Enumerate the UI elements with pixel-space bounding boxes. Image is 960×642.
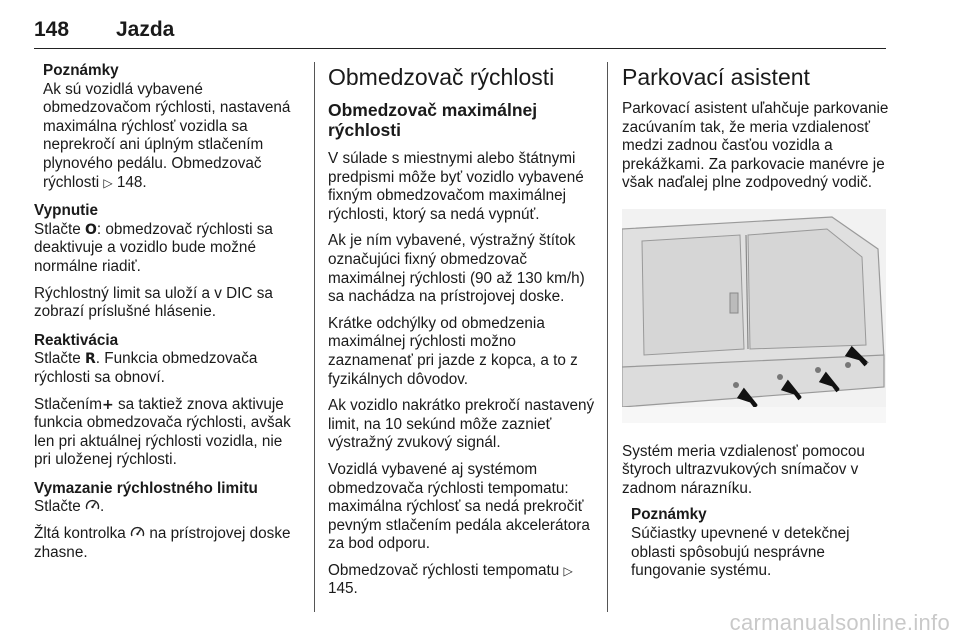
paragraph: Obmedzovač rýchlosti tempomatu ▷ 145. (328, 561, 573, 598)
speedometer-limit-icon (130, 525, 145, 539)
page-header (34, 16, 886, 49)
column-divider (607, 62, 608, 612)
page-section-title: Jazda (116, 18, 175, 41)
column-left (34, 62, 302, 570)
rear-bumper-sensors-illustration (622, 209, 886, 423)
note-box (43, 62, 302, 192)
reference-arrow-icon: ▷ (103, 175, 113, 190)
plus-button-symbol: + (102, 396, 114, 413)
column-middle (328, 62, 596, 607)
paragraph: V súlade s miestnymi alebo štátnymi predpismi môže byť vozidlo vybavené fixným obmedzovačom maximálnej rýchlosti, ktorý sa nedá vypnúť. (328, 150, 584, 223)
figure-caption: Systém meria vzdialenosť pomocou štyroch ultrazvukových snímačov v zadnom nárazníku. (622, 442, 865, 497)
speedometer-limit-icon (85, 498, 100, 512)
note-text: Ak sú vozidlá vybavené obmedzovačom rýchlosti, nastavená maximálna rýchlosť vozidla sa neprekročí ani úplným stlačením plynového pedálu. Obmedzovač rýchlosti ▷ 148. (43, 80, 291, 191)
column-divider (314, 62, 315, 612)
page-reference-link[interactable]: 148. (116, 173, 147, 191)
watermark: carmanualsonline.info (729, 610, 950, 635)
paragraph: Vozidlá vybavené aj systémom obmedzovača rýchlosti tempomatu: maximálna rýchlosť sa nedá prekročiť pevným stlačením pedála akcelerátora za bod odporu. (328, 460, 590, 553)
paragraph: Stlačením+ sa taktiež znova aktivuje funkcia obmedzovača rýchlosti, avšak len pri aktuálnej rýchlosti vozidla, nie pri uloženej rýchlosti. (34, 395, 291, 469)
section-title-speed-limiter: Obmedzovač rýchlosti (328, 64, 555, 90)
subsection-title-max-speed-limiter: Obmedzovač maximálnej rýchlosti (328, 100, 538, 140)
paragraph: Stlačte . (34, 498, 105, 516)
section-heading-reactivation: Reaktivácia (34, 331, 119, 349)
paragraph: Ak je ním vybavené, výstražný štítok označujúci fixný obmedzovač maximálnej rýchlosti (90 až 130 km/h) sa nachádza na prístrojovej doske. (328, 232, 585, 306)
paragraph: Parkovací asistent uľahčuje parkovanie zacúvaním tak, že meria vzdialenosť medzi zadnou časťou vozidla a prekážkami. Za parkovacie manévre je však naďalej plne zodpovedný vodič. (622, 100, 889, 192)
resume-button-symbol: R (85, 351, 96, 368)
note-heading: Poznámky (631, 506, 707, 524)
page-number: 148 (34, 18, 70, 41)
section-title-parking-assist: Parkovací asistent (622, 64, 810, 90)
section-heading-erase: Vymazanie rýchlostného limitu (34, 479, 258, 497)
note-box (631, 506, 890, 580)
note-heading: Poznámky (43, 62, 119, 79)
off-button-symbol: O (85, 221, 97, 238)
paragraph: Ak vozidlo nakrátko prekročí nastavený limit, na 10 sekúnd môže zaznieť výstražný zvukový signál. (328, 397, 595, 452)
section-heading-off: Vypnutie (34, 202, 99, 220)
note-text: Súčiastky upevnené v detekčnej oblasti spôsobujú nesprávne fungovanie systému. (631, 524, 850, 580)
column-right (622, 62, 890, 591)
page-reference-link[interactable]: 145. (328, 580, 358, 598)
reference-arrow-icon: ▷ (563, 563, 573, 578)
paragraph: Krátke odchýlky od obmedzenia maximálnej rýchlosti možno zaznamenať pri jazde z kopca, a to z fyzikálnych dôvodov. (328, 314, 578, 388)
paragraph: Stlačte R. Funkcia obmedzovača rýchlosti sa obnoví. (34, 350, 258, 386)
paragraph: Žltá kontrolka na prístrojovej doske zhasne. (34, 525, 291, 561)
paragraph: Stlačte O: obmedzovač rýchlosti sa deaktivuje a vozidlo bude možné normálne riadiť. (34, 220, 273, 275)
paragraph: Rýchlostný limit sa uloží a v DIC sa zobrazí príslušné hlásenie. (34, 284, 273, 321)
